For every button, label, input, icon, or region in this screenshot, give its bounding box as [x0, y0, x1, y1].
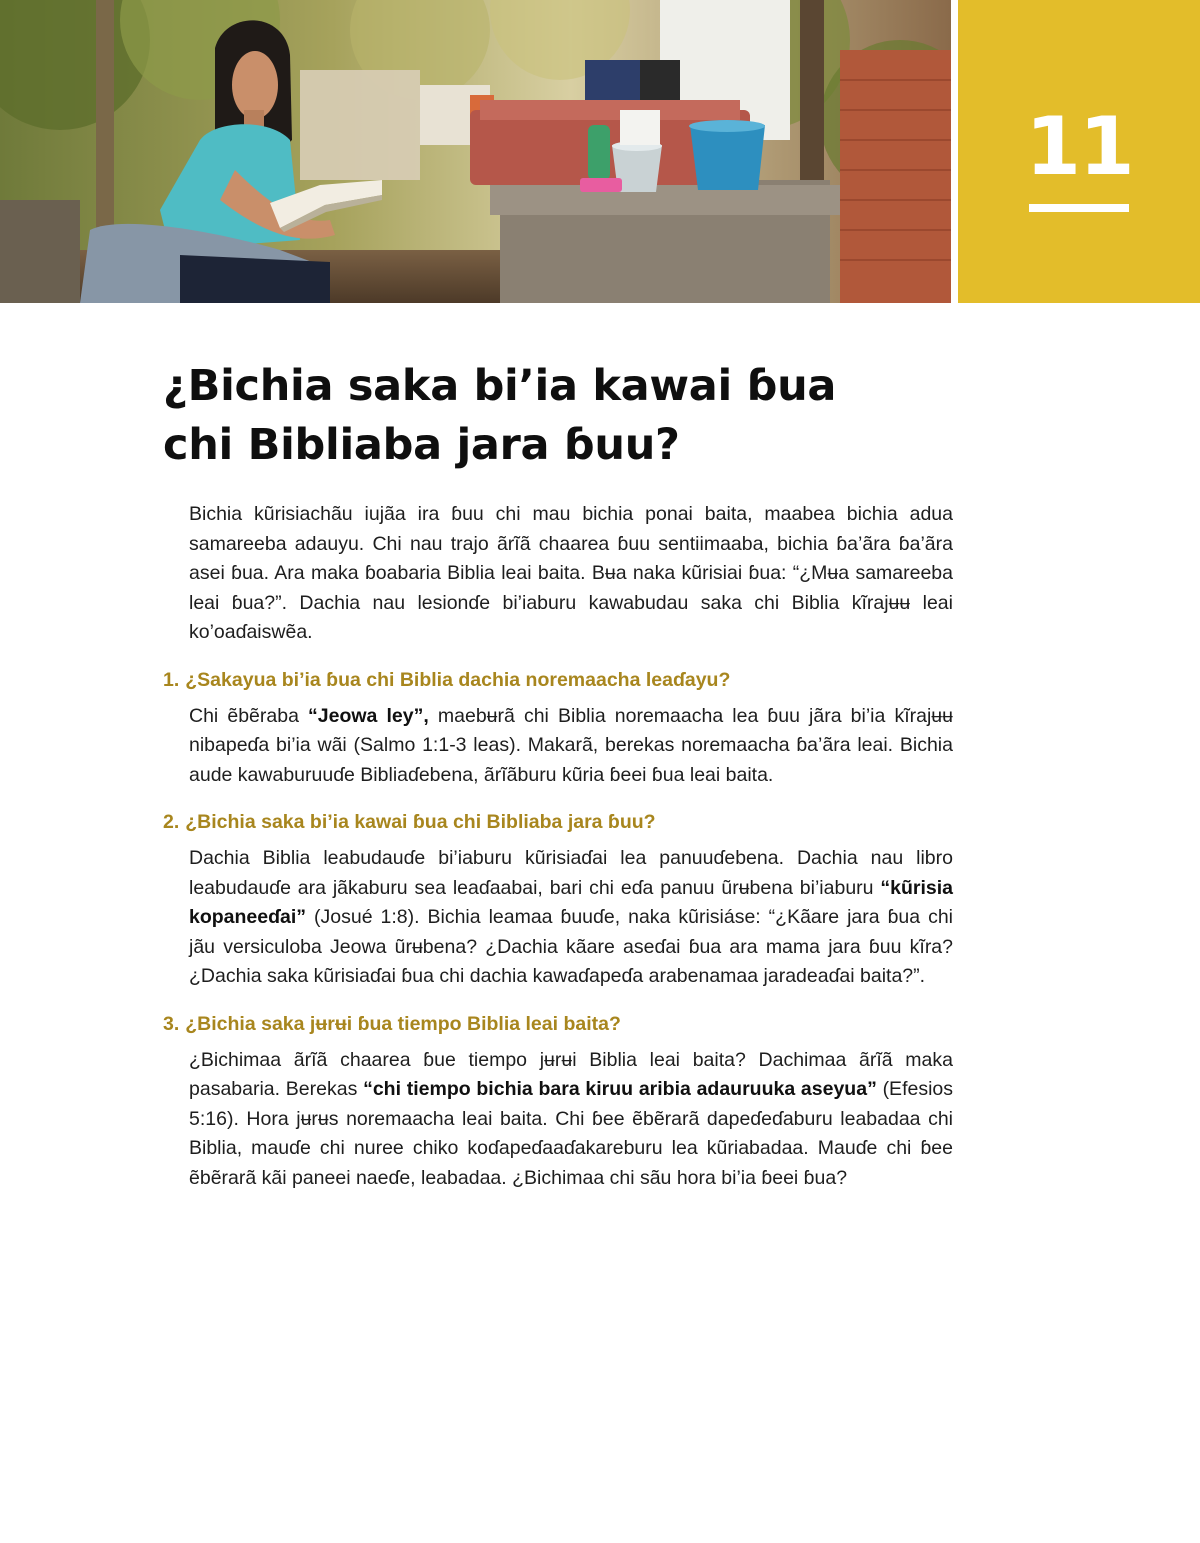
question-heading: [163, 1010, 953, 1038]
answer-emphasis: “kũrisia kopaneeɗai”: [189, 876, 953, 928]
question-number: 3.: [163, 1012, 180, 1035]
question-section-1: [163, 666, 953, 791]
question-number: 2.: [163, 811, 180, 833]
chapter-box: [958, 0, 1200, 303]
answer-text: ¿Bichimaa ãrĩã chaarea ɓue tiempo jʉrʉi Biblia leai baita? Dachimaa ãrĩã maka pasabaria. Berekas: [189, 1048, 953, 1100]
header-photo: [0, 0, 951, 303]
chapter-number: 11: [1025, 100, 1133, 193]
question-number: 1.: [163, 668, 180, 691]
question-text: ¿Bichia saka bi’ia kawai ɓua chi Bibliaba jara ɓuu?: [185, 811, 656, 833]
article-body: [163, 500, 953, 1193]
question-heading: [163, 666, 953, 694]
answer-paragraph: [163, 1046, 953, 1194]
page-title: [163, 357, 943, 475]
title-line-1: ¿Bichia saka bi’ia kawai ɓua: [163, 361, 837, 411]
answer-paragraph: [163, 844, 953, 992]
question-section-2: [163, 808, 953, 992]
answer-paragraph: [163, 702, 953, 791]
question-heading: [163, 808, 953, 836]
answer-text: Dachia Biblia leabudauɗe bi’iaburu kũrisiaɗai lea panuuɗebena. Dachia nau libro leabudauɗe ara jãkaburu sea leaɗaabai, bari chi eɗa panuu ũrʉbena bi’iaburu: [189, 847, 953, 899]
answer-emphasis: “chi tiempo bichia bara kiruu aribia adauruuka aseyua”: [363, 1078, 877, 1100]
answer-emphasis: “Jeowa ley”,: [308, 704, 429, 727]
question-text: ¿Sakayua bi’ia ɓua chi Biblia dachia noremaacha leaɗayu?: [185, 668, 731, 691]
answer-text: Chi ẽbẽraba: [189, 704, 309, 727]
chapter-underline: [1029, 204, 1129, 212]
question-text: ¿Bichia saka jʉrʉi ɓua tiempo Biblia leai baita?: [185, 1012, 621, 1035]
intro-paragraph: Bichia kũrisiachãu iujãa ira ɓuu chi mau bichia ponai baita, maabea bichia adua samareeba adauyu. Chi nau trajo ãrĩã chaarea ɓuu sentiimaaba, bichia ɓa’ãra ɓa’ãra asei ɓua. Ara maka ɓoabaria Biblia leai baita. Bʉa naka kũrisiai ɓua: “¿Mʉa samareeba leai ɓua?”. Dachia nau lesionɗe bi’iaburu kawabudau saka chi Biblia kĩrajʉʉ leai ko’oaɗaiswẽa.: [189, 503, 953, 643]
answer-text: maebʉrã chi Biblia noremaacha lea ɓuu jãra bi’ia kĩrajʉʉ nibapeɗa bi’ia wãi (Salmo 1:1-3 leas). Makarã, berekas noremaacha ɓa’ãra leai. Bichia aude kawaburuuɗe Bibliaɗebena, ãrĩãburu kũria ɓeei ɓua leai baita.: [189, 704, 953, 786]
answer-text: (Efesios 5:16). Hora jʉrʉs noremaacha leai baita. Chi ɓee ẽbẽrarã dapeɗeɗaburu leabadaa chi Biblia, mauɗe chi nuree chiko koɗapeɗaaɗakareburu lea kũriabadaa. Mauɗe chi ɓee ẽbẽrarã kãi paneei naeɗe, leabadaa. ¿Bichimaa chi sãu hora bi’ia ɓeei ɓua?: [189, 1078, 954, 1189]
question-section-3: [163, 1010, 953, 1194]
answer-text: (Josué 1:8). Bichia leamaa ɓuuɗe, naka kũrisiáse: “¿Kãare jara ɓua chi jãu versiculoba Jeowa ũrʉbena? ¿Dachia kãare aseɗai ɓua ara mama jara ɓuu kĩra? ¿Dachia saka kũrisiaɗai ɓua chi dachia kawaɗapeɗa arabenamaa jaradeaɗai baita?”.: [189, 906, 953, 987]
title-line-2: chi Bibliaba jara ɓuu?: [163, 420, 680, 470]
